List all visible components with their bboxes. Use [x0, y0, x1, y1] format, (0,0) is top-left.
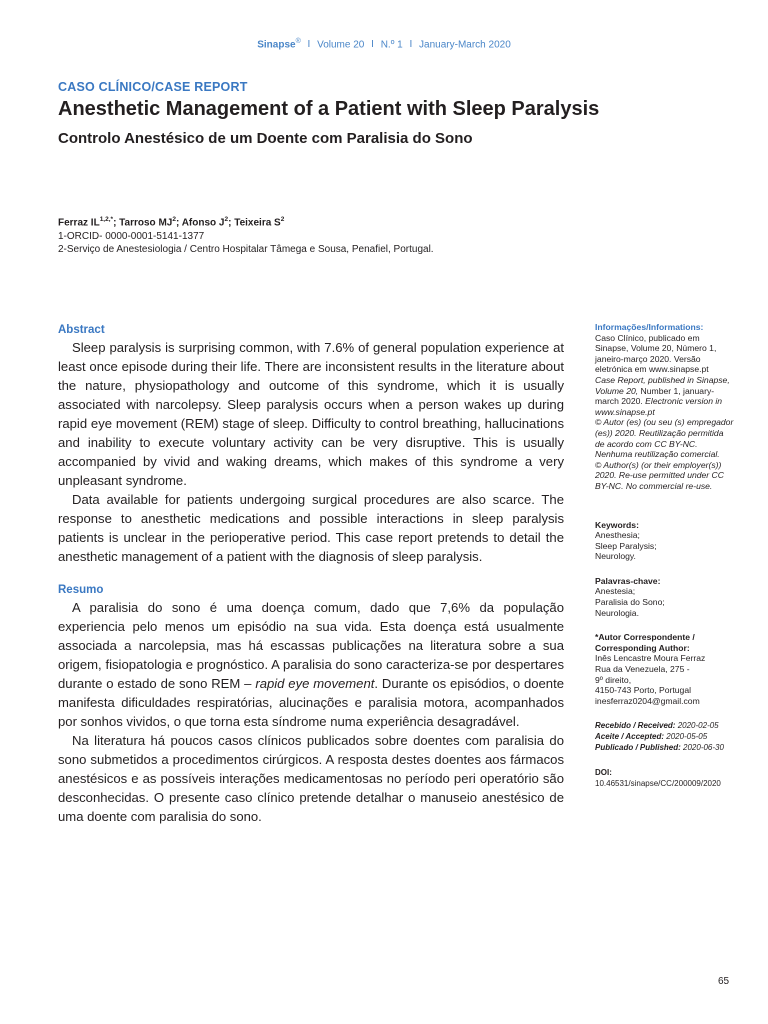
info-english: Case Report, published in Sinapse, Volume 20, Number 1, january-march 2020. Electronic version in www.sinapse.pt [595, 374, 730, 417]
journal-period: January-March 2020 [419, 39, 511, 51]
keyword-item: Neurology. [595, 551, 636, 562]
corresponding-author-block [595, 632, 735, 706]
palavra-item: Neurologia. [595, 607, 639, 618]
corresponding-line: Rua da Venezuela, 275 - [595, 664, 690, 675]
header-separator: I [409, 39, 413, 51]
author-affiliation-1: 1-ORCID- 0000-0001-5141-1377 [58, 230, 205, 242]
sidebar [595, 322, 735, 789]
copyright-portuguese: © Autor (es) (ou seu (s) empregador (es)) 2020. Reutilização permitida de acordo com CC BY-NC. Nenhuma reutilização comercial. [595, 417, 734, 460]
palavra-item: Paralisia do Sono; [595, 597, 665, 608]
info-portuguese: Caso Clínico, publicado em Sinapse, Volume 20, Número 1, janeiro-março 2020. Versão eletrónica em www.sinapse.pt [595, 332, 717, 375]
corresponding-heading: *Autor Correspondente / Corresponding Author: [595, 632, 695, 653]
keyword-item: Anesthesia; [595, 530, 640, 541]
header-separator: I [307, 39, 311, 51]
resumo-heading: Resumo [58, 584, 104, 596]
author-affiliation-2: 2-Serviço de Anestesiologia / Centro Hospitalar Tâmega e Sousa, Penafiel, Portugal. [58, 244, 434, 256]
copyright-english: © Author(s) (or their employer(s)) 2020. Re-use permitted under CC BY-NC. No commercial re-use. [595, 459, 724, 491]
doi[interactable]: DOI: 10.46531/sinapse/CC/200009/2020 [595, 768, 721, 789]
registered-mark: ® [295, 38, 301, 45]
journal-number: N.º 1 [380, 39, 403, 51]
section-label: CASO CLÍNICO/CASE REPORT [58, 80, 248, 94]
palavras-block [595, 576, 735, 618]
date-published: Publicado / Published: 2020-06-30 [595, 743, 724, 753]
abstract-heading: Abstract [58, 324, 105, 336]
author-block [58, 213, 434, 257]
article-title: Anesthetic Management of a Patient with Sleep Paralysis [58, 98, 600, 120]
info-block [595, 322, 735, 492]
corresponding-line: Inês Lencastre Moura Ferraz [595, 653, 706, 664]
info-heading: Informações/Informations: [595, 322, 704, 332]
palavra-item: Anestesia; [595, 586, 636, 597]
journal-volume: Volume 20 [317, 39, 365, 51]
resumo-paragraph-2: Na literatura há poucos casos clínicos publicados sobre doentes com paralisia do sono submetidos a procedimentos cirúrgicos. A resposta destes doentes aos fármacos anestésicos e as possíveis interações medicamentosas no período peri operatório são desconhecidas. O presente caso clínico pretende detalhar o manuseio anestésico de uma doente com paralisia do sono. [58, 733, 564, 824]
date-received: Recebido / Received: 2020-02-05 [595, 721, 719, 731]
dates-block [595, 720, 735, 753]
keywords-heading: Keywords: [595, 519, 639, 530]
resumo-paragraph-1: A paralisia do sono é uma doença comum, dado que 7,6% da população experiencia pelo menos um episódio na sua vida. Esta doença está usualmente associada a narcolepsia, mas há escassas publicações na literatura sobre a sua origem, fisiopatologia e prognóstico. A paralisia do sono caracteriza-se por despertares durante o estado de sono REM – rapid eye movement. Durante os episódios, o doente manifesta dificuldades respiratórias, alucinações e paralisia motora, acompanhados por sonhos vividos, o que torna esta síndrome numa experiência desagradável. [58, 600, 564, 729]
date-accepted: Aceite / Accepted: 2020-05-05 [595, 732, 708, 742]
main-column [58, 322, 564, 826]
journal-header [0, 38, 768, 50]
header-separator: I [371, 39, 374, 51]
keywords-block [595, 520, 735, 562]
palavras-heading: Palavras-chave: [595, 575, 661, 586]
author-names: Ferraz $IL^{1,2,*}$; Tarroso $MJ^2$; Afonso $J^2$; Teixeira $S^2$ [58, 216, 285, 229]
corresponding-line: 9º direito, [595, 674, 632, 685]
corresponding-email: inesferraz0204@gmail.com [595, 695, 700, 706]
journal-brand: Sinapse [257, 39, 296, 51]
abstract-paragraph-1: Sleep paralysis is surprising common, with 7.6% of general population experience at least once episode during their life. There are inconsistent results in the literature about the nature, physiopathology and outcome of this syndrome, which it is usually associated with narcolepsy. Sleep paralysis occurs when a person wakes up during rapid eye movement (REM) stage of sleep. Difficulty to control breathing, hallucinations and inability to execute voluntary activity can be very disruptive. This is usually accompanied by vivid and waking dreams, which makes of this syndrome a very unpleasant syndrome. [58, 340, 564, 488]
abstract-paragraph-2: Data available for patients undergoing surgical procedures are also scarce. The response to anesthetic medications and possible interactions in sleep paralysis patients is unclear in the perioperative period. This case report pretends to detail the anesthetic management of a patient with the diagnosis of sleep paralysis. [58, 492, 564, 564]
corresponding-line: 4150-743 Porto, Portugal [595, 685, 692, 696]
keyword-item: Sleep Paralysis; [595, 540, 657, 551]
article-subtitle: Controlo Anestésico de um Doente com Paralisia do Sono [58, 130, 473, 147]
page-number: 65 [718, 976, 730, 987]
